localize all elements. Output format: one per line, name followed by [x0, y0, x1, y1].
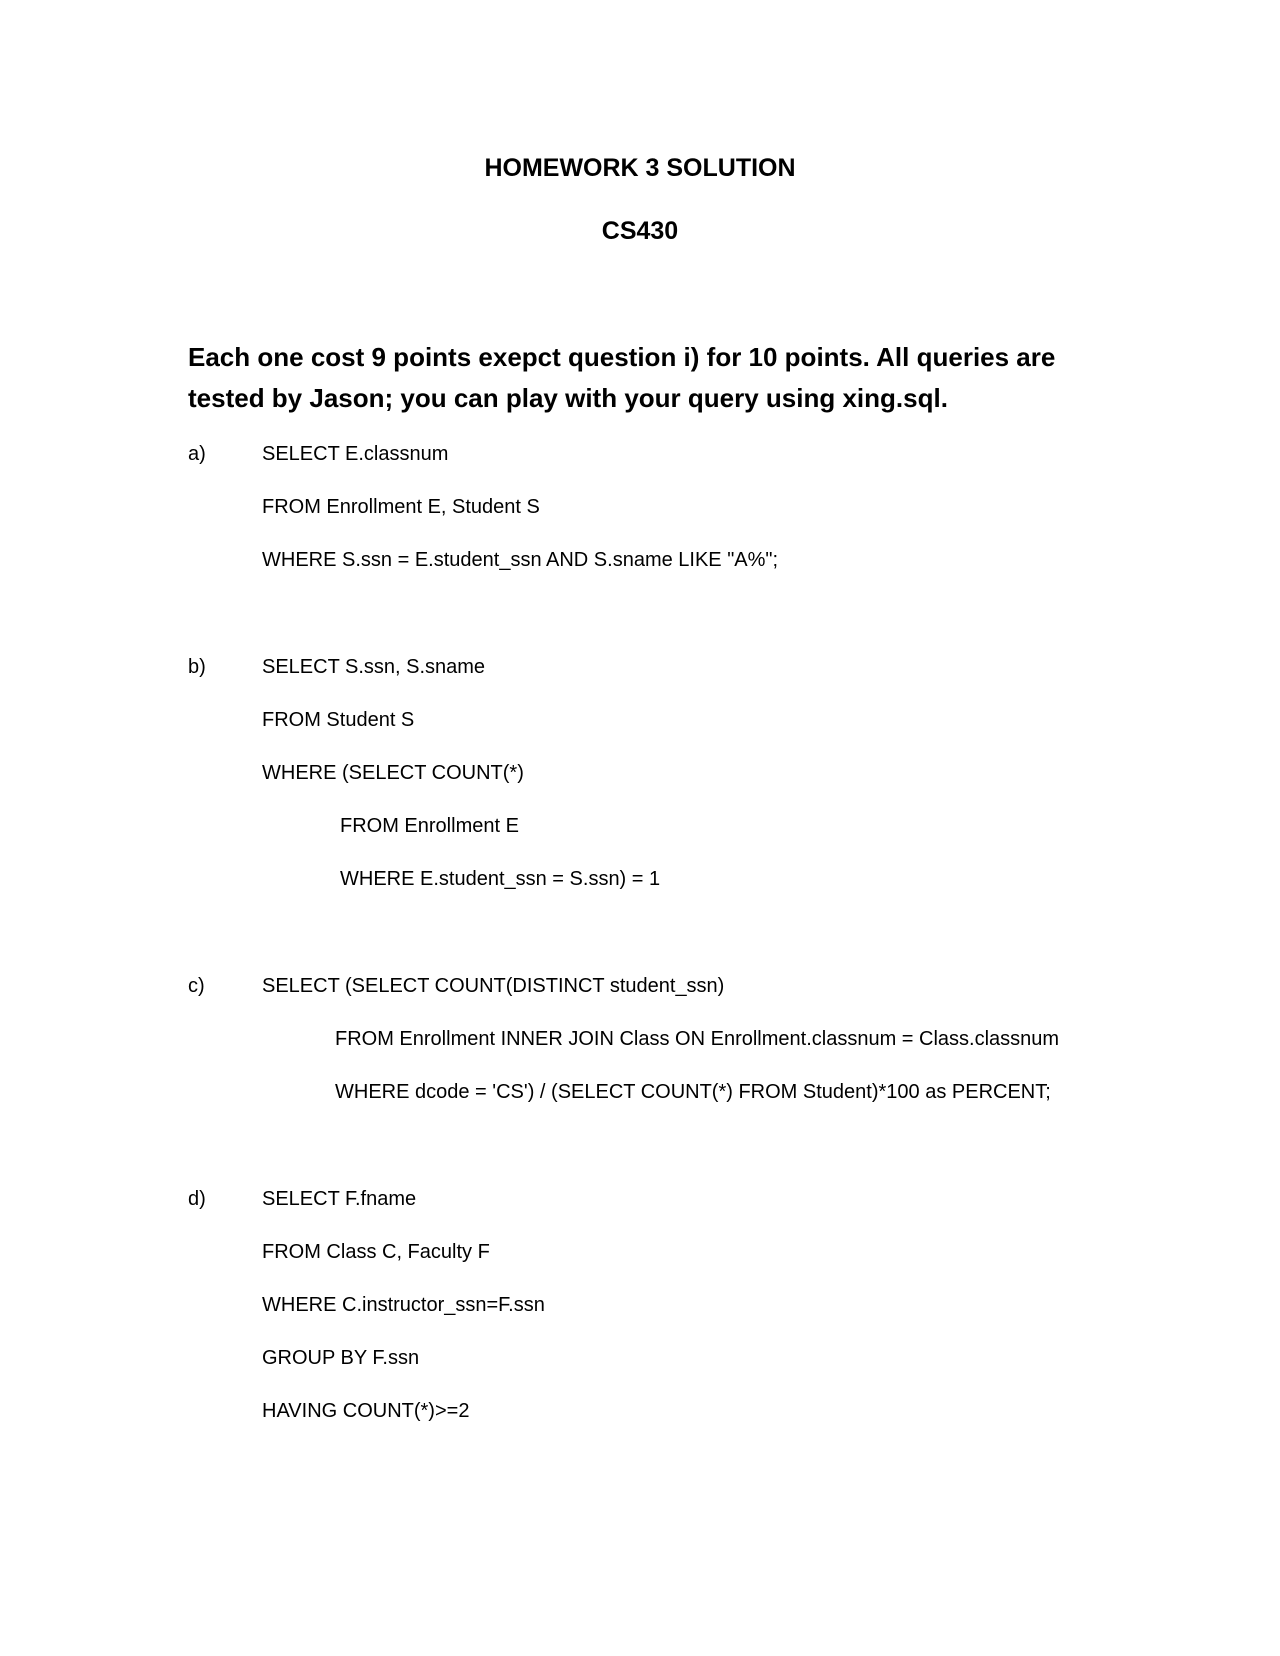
query-b-line-2: FROM Student S: [262, 709, 415, 731]
query-c-line-3: WHERE dcode = 'CS') / (SELECT COUNT(*) FROM Student)*100 as PERCENT;: [335, 1081, 1051, 1103]
query-d-line-5: HAVING COUNT(*)>=2: [262, 1400, 470, 1422]
query-d-line-1: SELECT F.fname: [262, 1188, 417, 1210]
question-label-b: b): [188, 656, 206, 678]
query-d-line-4: GROUP BY F.ssn: [262, 1347, 420, 1369]
question-label-a: a): [188, 443, 206, 465]
query-d-line-2: FROM Class C, Faculty F: [262, 1241, 490, 1263]
query-a-line-1: SELECT E.classnum: [262, 443, 449, 465]
query-a-line-3: WHERE S.ssn = E.student_ssn AND S.sname LIKE "A%";: [262, 549, 779, 571]
grading-note: [188, 337, 1108, 419]
grading-note-line-2: tested by Jason; you can play with your query using xing.sql.: [188, 383, 948, 413]
course-code: CS430: [601, 217, 679, 245]
query-b-line-5: WHERE E.student_ssn = S.ssn) = 1: [340, 868, 661, 890]
question-label-d: d): [188, 1188, 206, 1210]
query-a-line-2: FROM Enrollment E, Student S: [262, 496, 540, 518]
question-label-c: c): [188, 975, 205, 997]
query-b-line-4: FROM Enrollment E: [340, 815, 519, 837]
query-c-line-2: FROM Enrollment INNER JOIN Class ON Enrollment.classnum = Class.classnum: [335, 1028, 1060, 1050]
document-title: HOMEWORK 3 SOLUTION: [484, 154, 796, 182]
query-d-line-3: WHERE C.instructor_ssn=F.ssn: [262, 1294, 545, 1316]
query-b-line-1: SELECT S.ssn, S.sname: [262, 656, 486, 678]
query-c-line-1: SELECT (SELECT COUNT(DISTINCT student_ssn): [262, 975, 725, 997]
grading-note-line-1: Each one cost 9 points exepct question i) for 10 points. All queries are: [188, 342, 1056, 372]
query-b-line-3: WHERE (SELECT COUNT(*): [262, 762, 524, 784]
